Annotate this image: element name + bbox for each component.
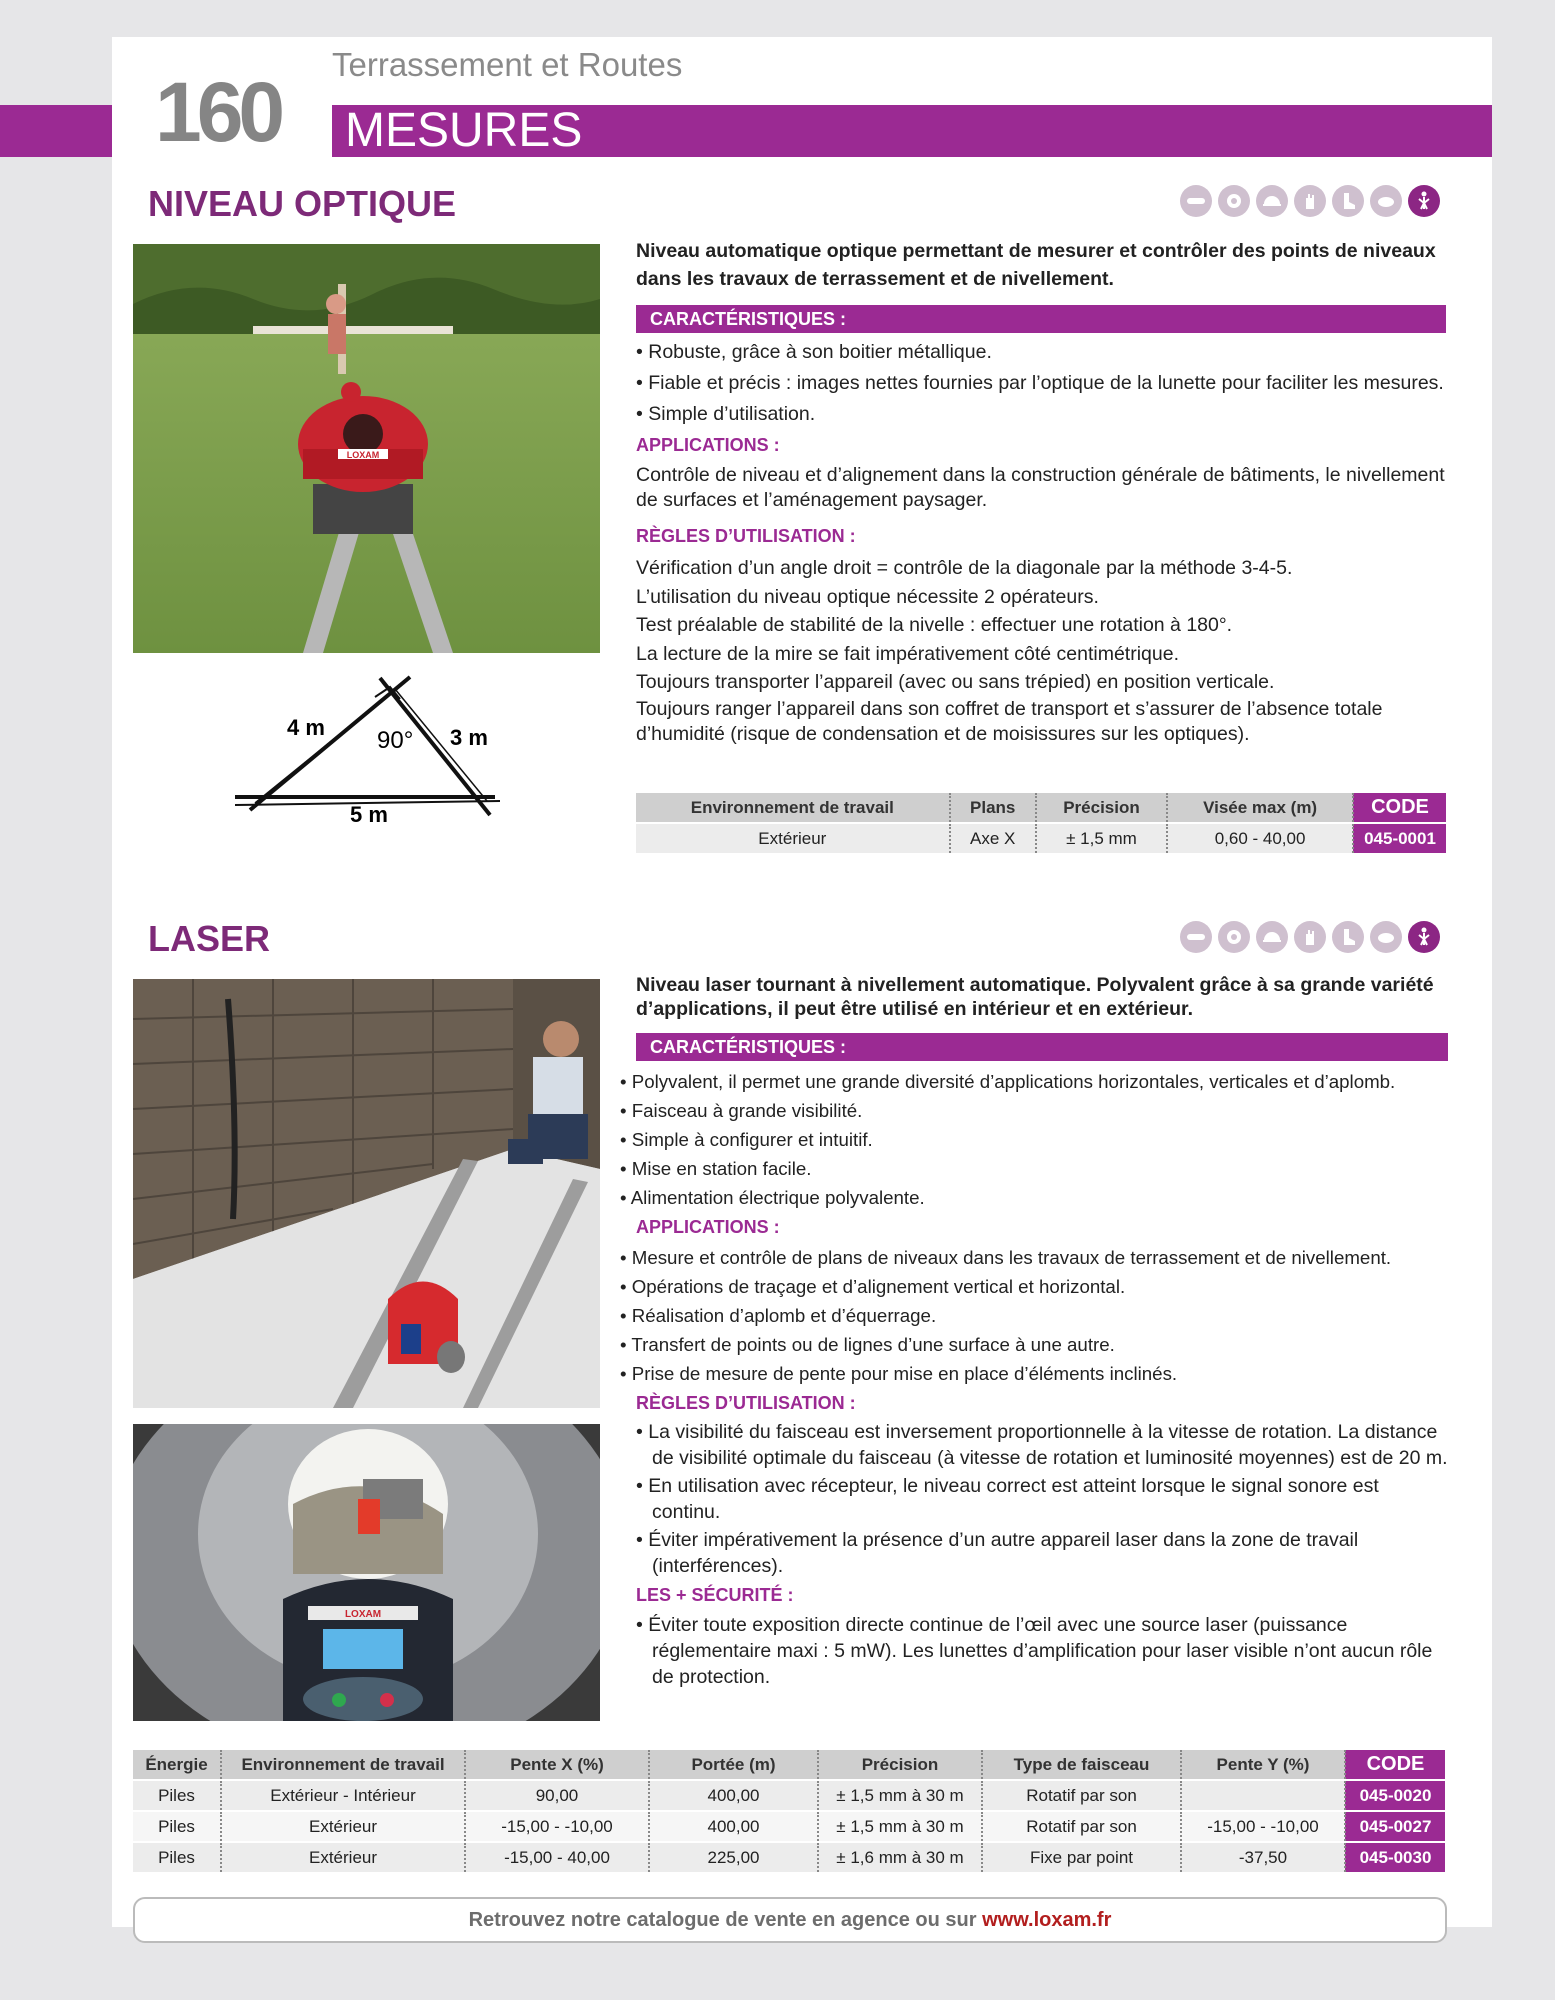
table-cell: 400,00 [649, 1811, 818, 1842]
section2-characteristics-list [630, 1067, 1448, 1212]
table-cell: Piles [133, 1842, 221, 1872]
mask-icon [1370, 921, 1402, 953]
table-header: Environnement de travail [221, 1750, 465, 1780]
section-band-title: MESURES [345, 104, 583, 157]
list-item: • Faisceau à grande visibilité. [620, 1096, 1448, 1125]
ear-protection-icon [1218, 185, 1250, 217]
table-cell: ± 1,5 mm à 30 m [818, 1780, 982, 1811]
boots-icon [1332, 185, 1364, 217]
safety-icons [1180, 921, 1440, 953]
table-cell: Extérieur [221, 1842, 465, 1872]
brand-label: LOXAM [344, 1609, 382, 1620]
brand-label: LOXAM [346, 450, 380, 460]
mask-icon [1370, 185, 1402, 217]
section2-text [630, 973, 1448, 1690]
section2-applications-list [631, 1243, 1448, 1388]
table-row [133, 1842, 1445, 1872]
table-row [133, 1811, 1445, 1842]
list-item: • Fiable et précis : images nettes fournies par l’optique de la lunette pour faciliter les mesures. [636, 370, 1446, 397]
section2-applications-label: APPLICATIONS : [636, 1217, 780, 1237]
diagram-side-a: 4 m [287, 715, 325, 740]
eye-protection-icon [1180, 185, 1212, 217]
footer-text: Retrouvez notre catalogue de vente en agence ou sur [468, 1909, 983, 1931]
table-cell: Rotatif par son [982, 1780, 1181, 1811]
list-item: • Mise en station facile. [620, 1154, 1448, 1183]
eye-protection-icon [1180, 921, 1212, 953]
table-header: Énergie [133, 1750, 221, 1780]
boots-icon [1332, 921, 1364, 953]
section1-rules-label: RÈGLES D’UTILISATION : [636, 526, 856, 546]
rule-line: Toujours transporter l’appareil (avec ou sans trépied) en position verticale. [636, 671, 1275, 693]
section1-applications-text: Contrôle de niveau et d’alignement dans la construction générale de bâtiments, le nivellement de surfaces et l’aménagement paysager. [636, 464, 1445, 511]
table-cell [1181, 1780, 1345, 1811]
table-header-code: CODE [1345, 1750, 1445, 1780]
photo-laser-pipe [133, 1424, 600, 1721]
table-cell: Piles [133, 1780, 221, 1811]
list-item: • Polyvalent, il permet une grande diversité d’applications horizontales, verticales et d’aplomb. [620, 1067, 1448, 1096]
table-cell: 225,00 [649, 1842, 818, 1872]
table-cell: Rotatif par son [982, 1811, 1181, 1842]
list-item: • Mesure et contrôle de plans de niveaux dans les travaux de terrassement et de nivellement. [620, 1243, 1448, 1272]
section-title-laser: LASER [148, 918, 271, 959]
list-item: • Réalisation d’aplomb et d’équerrage. [620, 1301, 1448, 1330]
product-code: 045-0027 [1345, 1811, 1445, 1842]
table-header: Environnement de travail [636, 793, 950, 823]
list-item: • Transfert de points ou de lignes d’une surface à une autre. [620, 1330, 1448, 1359]
header-band-left [0, 105, 112, 157]
helmet-icon [1256, 921, 1288, 953]
table-cell: Extérieur - Intérieur [221, 1780, 465, 1811]
section2-rules-label: RÈGLES D’UTILISATION : [636, 1393, 856, 1413]
table-cell: Axe X [950, 823, 1036, 853]
rule-line: Toujours ranger l’appareil dans son coffret de transport et s’assurer de l’absence totale d’humidité (risque de condensation et de moisissures sur les optiques). [636, 697, 1383, 745]
footer-link[interactable]: www.loxam.fr [982, 1909, 1112, 1931]
section1-text [636, 237, 1446, 747]
section2-spec-table [133, 1750, 1445, 1872]
diagram-angle: 90° [377, 727, 414, 754]
table-cell: 400,00 [649, 1780, 818, 1811]
table-cell: Extérieur [636, 823, 950, 853]
ear-protection-icon [1218, 921, 1250, 953]
rule-line: Test préalable de stabilité de la nivelle : effectuer une rotation à 180°. [636, 614, 1233, 636]
table-cell: 0,60 - 40,00 [1167, 823, 1353, 853]
table-cell: -15,00 - -10,00 [465, 1811, 649, 1842]
section1-spec-table [636, 793, 1446, 853]
table-cell: ± 1,5 mm à 30 m [818, 1811, 982, 1842]
section2-safety-label: LES + SÉCURITÉ : [636, 1585, 794, 1605]
gloves-icon [1294, 185, 1326, 217]
section1-characteristics-list [636, 339, 1446, 428]
category-title: Terrassement et Routes [332, 46, 683, 83]
diagram-side-b: 3 m [450, 725, 488, 750]
list-item: • Opérations de traçage et d’alignement vertical et horizontal. [620, 1272, 1448, 1301]
table-cell: Extérieur [221, 1811, 465, 1842]
section2-characteristics-label: CARACTÉRISTIQUES : [636, 1033, 1448, 1061]
table-cell: Piles [133, 1811, 221, 1842]
table-cell: -37,50 [1181, 1842, 1345, 1872]
diagram-side-c: 5 m [350, 802, 388, 825]
section1-characteristics-label: CARACTÉRISTIQUES : [636, 305, 1446, 333]
section2-safety-list [636, 1612, 1448, 1690]
page-number: 160 [155, 65, 281, 159]
diagram-345-method [225, 675, 505, 825]
table-cell: -15,00 - 40,00 [465, 1842, 649, 1872]
table-row [133, 1780, 1445, 1811]
harness-icon [1408, 185, 1440, 217]
table-header: Type de faisceau [982, 1750, 1181, 1780]
table-cell: ± 1,5 mm [1036, 823, 1167, 853]
photo-laser-construction-site [133, 979, 600, 1408]
table-header: Portée (m) [649, 1750, 818, 1780]
rule-line: Vérification d’un angle droit = contrôle de la diagonale par la méthode 3-4-5. [636, 557, 1293, 579]
table-header-code: CODE [1353, 793, 1446, 823]
table-cell: 90,00 [465, 1780, 649, 1811]
section2-intro: Niveau laser tournant à nivellement automatique. Polyvalent grâce à sa grande variété d’applications, il peut être utilisé en intérieur et en extérieur. [636, 974, 1434, 1020]
rule-line: La lecture de la mire se fait impérativement côté centimétrique. [636, 642, 1180, 665]
table-header: Précision [1036, 793, 1167, 823]
section1-intro: Niveau automatique optique permettant de mesurer et contrôler des points de niveaux dans les travaux de terrassement et de nivellement. [636, 240, 1436, 290]
list-item: • Éviter toute exposition directe continue de l’œil avec une source laser (puissance réglementaire maxi : 5 mW). Les lunettes d’amplification pour laser visible n’ont aucun rôle de protection. [636, 1612, 1448, 1690]
table-header: Plans [950, 793, 1036, 823]
table-row [636, 823, 1446, 853]
list-item: • Éviter impérativement la présence d’un autre appareil laser dans la zone de travail (interférences). [636, 1527, 1448, 1579]
list-item: • En utilisation avec récepteur, le niveau correct est atteint lorsque le signal sonore est continu. [636, 1473, 1448, 1525]
rule-line: L’utilisation du niveau optique nécessite 2 opérateurs. [636, 585, 1099, 608]
list-item: • Alimentation électrique polyvalente. [620, 1183, 1448, 1212]
footer-banner [133, 1897, 1447, 1943]
list-item: • Simple à configurer et intuitif. [620, 1125, 1448, 1154]
section1-rules [636, 554, 1446, 747]
section-title-niveau-optique: NIVEAU OPTIQUE [148, 183, 457, 224]
product-code: 045-0020 [1345, 1780, 1445, 1811]
list-item: • Robuste, grâce à son boitier métallique. [636, 339, 1446, 366]
product-code: 045-0001 [1353, 823, 1446, 853]
section1-applications-label: APPLICATIONS : [636, 435, 780, 455]
table-header: Visée max (m) [1167, 793, 1353, 823]
helmet-icon [1256, 185, 1288, 217]
table-header: Pente Y (%) [1181, 1750, 1345, 1780]
table-cell: ± 1,6 mm à 30 m [818, 1842, 982, 1872]
harness-icon [1408, 921, 1440, 953]
safety-icons [1180, 185, 1440, 217]
table-header: Pente X (%) [465, 1750, 649, 1780]
table-cell: -15,00 - -10,00 [1181, 1811, 1345, 1842]
table-cell: Fixe par point [982, 1842, 1181, 1872]
list-item: • Simple d’utilisation. [636, 401, 1446, 428]
photo-optical-level-field [133, 244, 600, 653]
list-item: • La visibilité du faisceau est inversement proportionnelle à la vitesse de rotation. La distance de visibilité optimale du faisceau (à vitesse de rotation et luminosité moyennes) est de 20 m. [636, 1419, 1448, 1471]
table-header: Précision [818, 1750, 982, 1780]
list-item: • Prise de mesure de pente pour mise en place d’éléments inclinés. [620, 1359, 1448, 1388]
gloves-icon [1294, 921, 1326, 953]
section2-rules-list [636, 1419, 1448, 1579]
product-code: 045-0030 [1345, 1842, 1445, 1872]
